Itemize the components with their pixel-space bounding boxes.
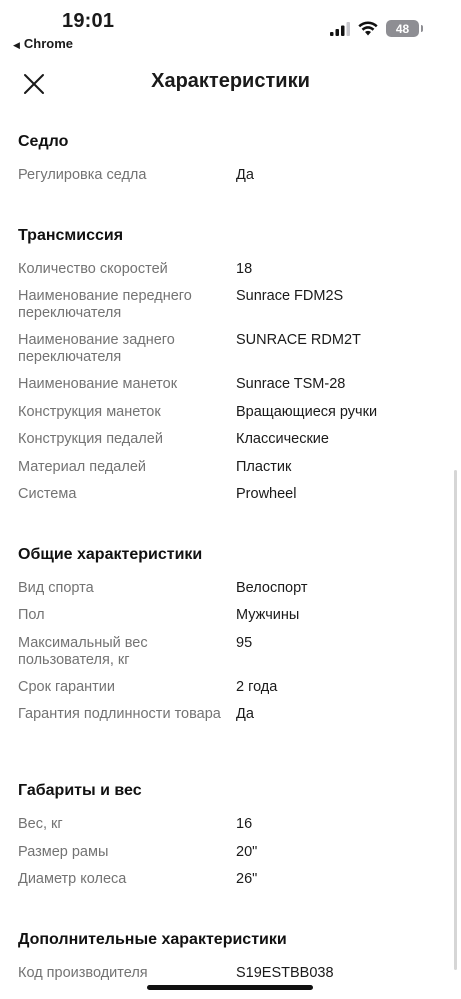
section-title: Трансмиссия [18,226,124,244]
spec-label: Вес, кг [18,816,63,832]
spec-label: Срок гарантии [18,678,115,695]
status-bar [0,0,461,56]
specs-list [18,120,446,989]
spec-row [18,401,446,429]
spec-label: Конструкция педалей [18,431,163,447]
section-additional [18,918,446,990]
status-time: 19:01 [62,10,115,32]
spec-row [18,456,446,484]
spec-row [18,483,446,511]
header [0,56,461,110]
wifi-icon [358,21,378,36]
spec-value: S19ESTBB038 [236,964,334,981]
spec-label: Наименование манеток [18,376,178,392]
spec-label: Материал педалей [18,458,146,475]
page-title: Характеристики [151,70,310,92]
scrollbar[interactable] [454,470,457,970]
spec-row [18,604,446,632]
spec-value: Мужчины [236,607,300,623]
spec-value: 26" [236,871,258,887]
spec-value: Prowheel [236,486,297,502]
section-title: Седло [18,133,69,150]
back-triangle-icon: ◀ [13,40,20,50]
spec-row [18,285,446,329]
spec-label: Размер рамы [18,843,109,860]
section-dimensions [18,769,446,896]
spec-value: 20" [236,843,258,860]
spec-row [18,813,446,841]
spec-value: Пластик [236,458,292,475]
spec-row [18,703,446,747]
spec-row [18,632,446,676]
spec-row [18,258,446,286]
spec-label: Наименование переднего переключателя [18,288,192,321]
back-to-app[interactable] [13,36,73,51]
battery-icon [386,20,419,37]
section-general [18,533,446,748]
battery-level: 48 [395,21,410,36]
spec-value: SUNRACE RDM2T [236,332,361,348]
spec-label: Гарантия подлинности товара [18,706,221,722]
spec-value: Да [236,167,254,183]
spec-label: Максимальный вес пользователя, кг [18,634,148,668]
spec-row [18,577,446,605]
spec-value: Велоспорт [236,579,308,596]
section-title: Общие характеристики [18,545,203,563]
spec-row [18,868,446,896]
spec-label: Вид спорта [18,579,94,596]
spec-row [18,373,446,401]
spec-label: Конструкция манеток [18,403,161,420]
section-title: Дополнительные характеристики [18,930,287,948]
cellular-signal-icon [330,22,350,36]
spec-value: Sunrace FDM2S [236,288,344,304]
section-transmission [18,214,446,511]
spec-label: Диаметр колеса [18,871,127,887]
spec-value: 2 года [236,678,278,695]
spec-row [18,164,446,192]
spec-value: 16 [236,816,253,832]
section-saddle [18,120,446,192]
spec-row [18,428,446,456]
spec-label: Код производителя [18,964,148,981]
spec-label: Система [18,486,77,502]
status-icons [330,20,419,37]
back-app-label: Chrome [23,36,74,51]
home-indicator[interactable] [147,985,313,990]
spec-row [18,841,446,869]
spec-value: 95 [236,634,253,651]
spec-value: Классические [236,431,329,447]
spec-value: Да [236,706,254,722]
spec-value: Вращающиеся ручки [236,403,378,420]
spec-label: Наименование заднего переключателя [18,332,175,365]
spec-label: Регулировка седла [18,167,147,183]
spec-row [18,676,446,704]
section-title: Габариты и вес [18,782,142,799]
spec-label: Пол [18,607,45,623]
spec-label: Количество скоростей [18,260,168,277]
spec-value: 18 [236,260,253,277]
spec-value: Sunrace TSM-28 [236,376,346,392]
spec-row [18,329,446,373]
